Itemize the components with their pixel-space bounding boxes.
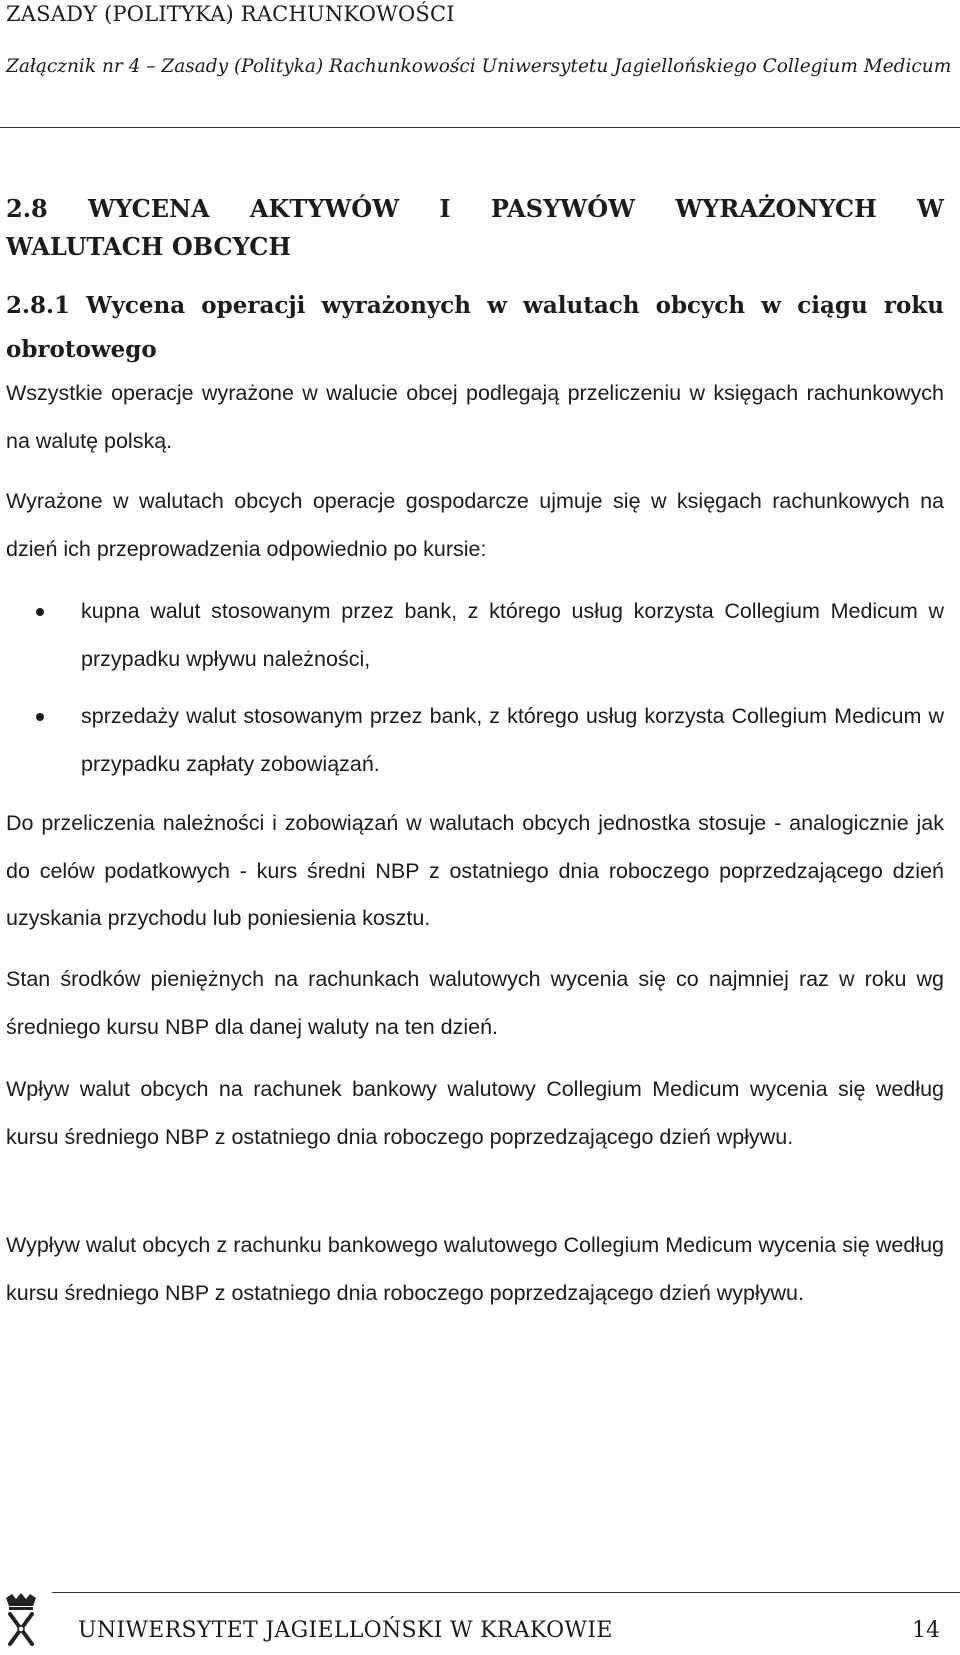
bullet-dot-icon [36,608,44,616]
document-header-subtitle: Załącznik nr 4 – Zasady (Polityka) Rachunkowości Uniwersytetu Jagiellońskiego Collegium Medicum [6,56,952,77]
subsection-heading-word: w [761,292,782,319]
subsection-heading-line2: obrotowego [6,336,157,363]
subsection-heading-word: Wycena [86,292,186,319]
section-heading-word: PASYWÓW [490,194,636,223]
paragraph-1: Wszystkie operacje wyrażone w walucie obcej podlegają przeliczeniu w księgach rachunkowych na walutę polską. [6,381,944,453]
section-heading-word: 2.8 [6,194,48,223]
list-item [6,693,944,788]
document-header-title: ZASADY (POLITYKA) RACHUNKOWOŚCI [6,2,455,26]
paragraph-3: Do przeliczenia należności i zobowiązań w walutach obcych jednostka stosuje - analogicznie jak do celów podatkowych - kurs średni NBP z ostatniego dnia roboczego poprzedzającego dzień uzyskania przychodu lub poniesienia kosztu. [6,811,944,930]
list-item-text: kupna walut stosowanym przez bank, z którego usług korzysta Collegium Medicum w przypadku wpływu należności, [81,599,944,671]
header-divider [0,127,960,128]
paragraph-5: Wpływ walut obcych na rachunek bankowy walutowy Collegium Medicum wycenia się według kursu średniego NBP z ostatniego dnia roboczego poprzedzającego dzień wpływu. [6,1077,944,1149]
subsection-heading [6,284,944,372]
section-heading-line2: WALUTACH OBCYCH [6,232,292,261]
subsection-heading-word: operacji [201,292,306,319]
section-heading-word: AKTYWÓW [249,194,400,223]
list-item-text: sprzedaży walut stosowanym przez bank, z którego usług korzysta Collegium Medicum w przypadku zapłaty zobowiązań. [81,704,944,776]
section-heading-word: I [439,194,451,223]
section-heading-word: W [917,194,944,223]
subsection-heading-word: w [487,292,507,319]
paragraph-2: Wyrażone w walutach obcych operacje gospodarcze ujmuje się w księgach rachunkowych na dzień ich przeprowadzenia odpowiednio po kursie: [6,489,944,561]
subsection-heading-word: wyrażonych [321,292,471,319]
bullet-list [6,588,944,788]
footer-divider [52,1592,960,1593]
paragraph-4: Stan środków pieniężnych na rachunkach walutowych wycenia się co najmniej raz w roku wg średniego kursu NBP dla danej waluty na ten dzień. [6,967,944,1039]
paragraph-6: Wypływ walut obcych z rachunku bankowego walutowego Collegium Medicum wycenia się według kursu średniego NBP z ostatniego dnia roboczego poprzedzającego dzień wypływu. [6,1233,944,1305]
section-heading-word: WYCENA [88,194,210,223]
page-number: 14 [912,1618,940,1643]
footer-institution: UNIWERSYTET JAGIELLOŃSKI W KRAKOWIE [78,1618,613,1643]
subsection-heading-word: roku [883,292,944,319]
section-heading-word: WYRAŻONYCH [675,194,877,223]
university-crest-icon [2,1592,40,1650]
section-heading-line1 [6,190,944,228]
bullet-dot-icon [36,713,44,721]
subsection-heading-word: ciągu [797,292,868,319]
list-item [6,588,944,683]
subsection-heading-word: obcych [655,292,746,319]
subsection-heading-word: walutach [523,292,640,319]
section-heading [6,190,944,266]
subsection-heading-line1 [6,284,944,328]
subsection-heading-word: 2.8.1 [6,292,71,319]
